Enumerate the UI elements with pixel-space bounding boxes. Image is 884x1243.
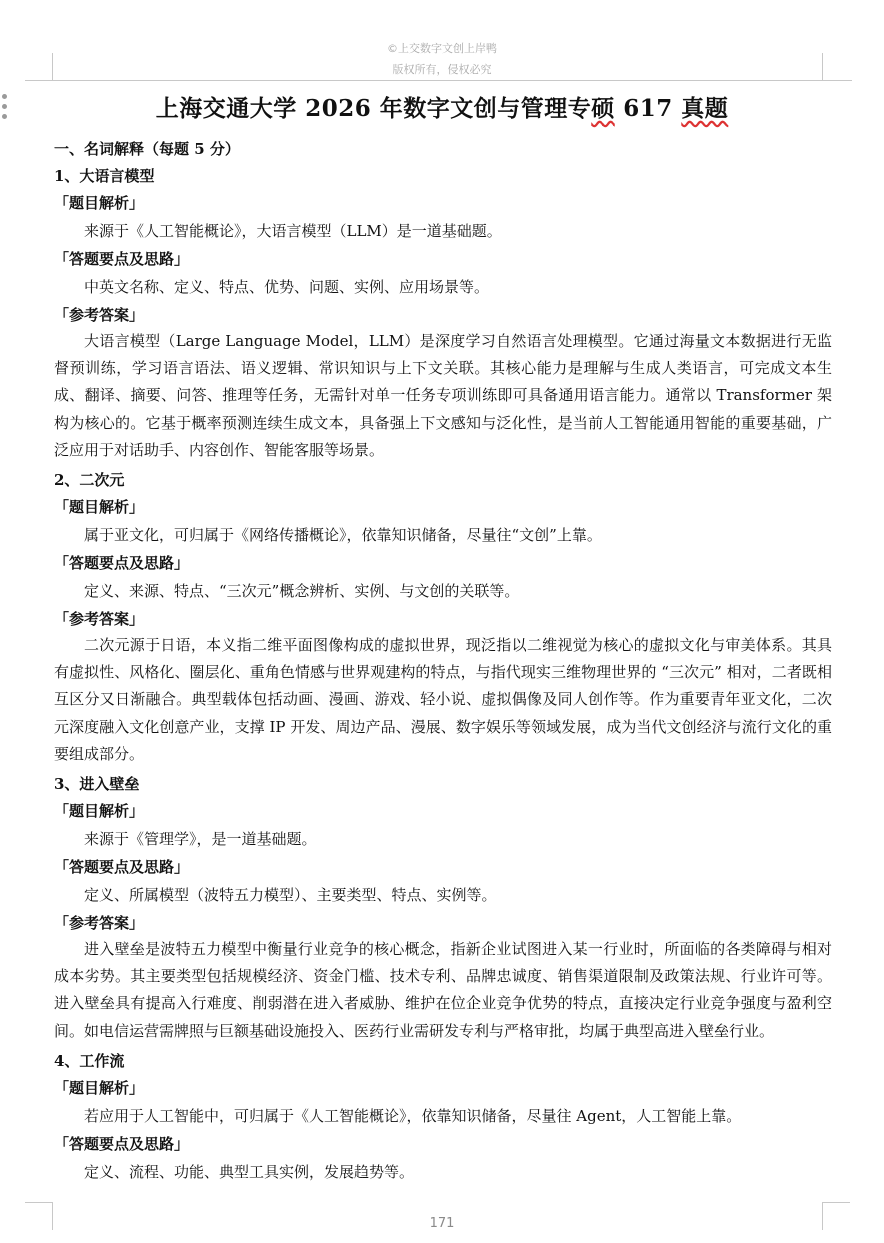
tag-points: 「答题要点及思路」 [54, 858, 190, 877]
term-answer: 二次元源于日语，本义指二维平面图像构成的虚拟世界，现泛指以二维视觉为核心的虚拟文化与审美体系。其具有虚拟性、风格化、圈层化、重角色情感与世界观建构的特点，与指代现实三维物理世界的 “三次元” 相对，二者既相互区分又日渐融合。典型载体包括动画、漫画、游戏、轻小说、虚拟偶像及同人创作等。作为重要青年亚文化，二次元深度融入文化创意产业，支撑 IP 开发、周边产品、漫展、数字娱乐等领域发展，成为当代文创经济与流行文化的重要组成部分。 [54, 636, 832, 763]
corner-mark-top-right [822, 53, 823, 81]
tag-analysis: 「题目解析」 [54, 802, 145, 821]
term-points: 定义、所属模型（波特五力模型）、主要类型、特点、实例等。 [84, 886, 497, 905]
corner-mark-bottom-right-h [822, 1202, 850, 1203]
term-points: 定义、流程、功能、典型工具实例，发展趋势等。 [84, 1162, 415, 1181]
corner-mark-bottom-left-h [25, 1202, 53, 1203]
section-heading: 一、名词解释（每题 5 分） [54, 140, 240, 158]
term-heading: 2、二次元 [54, 471, 125, 490]
term-analysis: 若应用于人工智能中，可归属于《人工智能概论》，依靠知识储备，尽量往 Agent，人工智能上靠。 [84, 1106, 742, 1125]
term-answer: 大语言模型（Large Language Model，LLM）是深度学习自然语言处理模型。它通过海量文本数据进行无监督预训练，学习语言语法、语义逻辑、常识知识与上下文关联。其核心能力是理解与生成人类语言，可完成文本生成、翻译、摘要、问答、推理等任务，无需针对单一任务专项训练即可具备通用语言能力。通常以 Transformer 架构为核心的。它基于概率预测连续生成文本，具备强上下文感知与泛化性，是当前人工智能通用智能的重要基础，广泛应用于对话助手、内容创作、智能客服等场景。 [54, 332, 832, 459]
term-heading: 1、大语言模型 [54, 167, 155, 185]
document-body [54, 136, 832, 1187]
term-points: 定义、来源、特点、“三次元”概念辨析、实例、与文创的关联等。 [84, 582, 520, 601]
watermark-copyright: ©上交数字文创上岸鸭 [387, 42, 497, 55]
term-heading: 4、工作流 [54, 1051, 125, 1070]
term-analysis: 来源于《管理学》，是一道基础题。 [84, 830, 317, 849]
title-spellcheck-word-2: 真题 [681, 95, 729, 122]
term-answer: 进入壁垒是波特五力模型中衡量行业竞争的核心概念，指新企业试图进入某一行业时，所面临的各类障碍与相对成本劣势。其主要类型包括规模经济、资金门槛、技术专利、品牌忠诚度、销售渠道限制及政策法规、行业许可等。进入壁垒具有提高入行难度、削弱潜在进入者威胁、维护在位企业竞争优势的特点，直接决定行业竞争强度与盈利空间。如电信运营需牌照与巨额基础设施投入、医药行业需研发专利与严格审批，均属于典型高进入壁垒行业。 [54, 940, 832, 1040]
tag-points: 「答题要点及思路」 [54, 250, 190, 268]
tag-points: 「答题要点及思路」 [54, 1134, 190, 1153]
watermark-rights: 版权所有，侵权必究 [392, 63, 492, 76]
title-code: 617 [614, 95, 682, 122]
term-points: 中英文名称、定义、特点、优势、问题、实例、应用场景等。 [84, 278, 490, 296]
tag-answer: 「参考答案」 [54, 610, 145, 629]
header-rule [25, 80, 852, 81]
tag-answer: 「参考答案」 [54, 914, 145, 933]
term-heading: 3、进入壁垒 [54, 775, 140, 794]
page-title [0, 90, 884, 123]
page-number: 171 [429, 1216, 455, 1231]
tag-analysis: 「题目解析」 [54, 194, 145, 212]
term-analysis: 属于亚文化，可归属于《网络传播概论》，依靠知识储备，尽量往“文创”上靠。 [84, 526, 602, 545]
title-main: 上海交通大学 2026 年数字文创与管理专 [155, 95, 592, 122]
title-spellcheck-word: 硕 [591, 95, 615, 122]
term-analysis: 来源于《人工智能概论》，大语言模型（LLM）是一道基础题。 [84, 222, 502, 240]
tag-answer: 「参考答案」 [54, 306, 145, 324]
corner-mark-top-left [52, 53, 53, 81]
tag-analysis: 「题目解析」 [54, 1078, 145, 1097]
tag-points: 「答题要点及思路」 [54, 554, 190, 573]
tag-analysis: 「题目解析」 [54, 498, 145, 517]
